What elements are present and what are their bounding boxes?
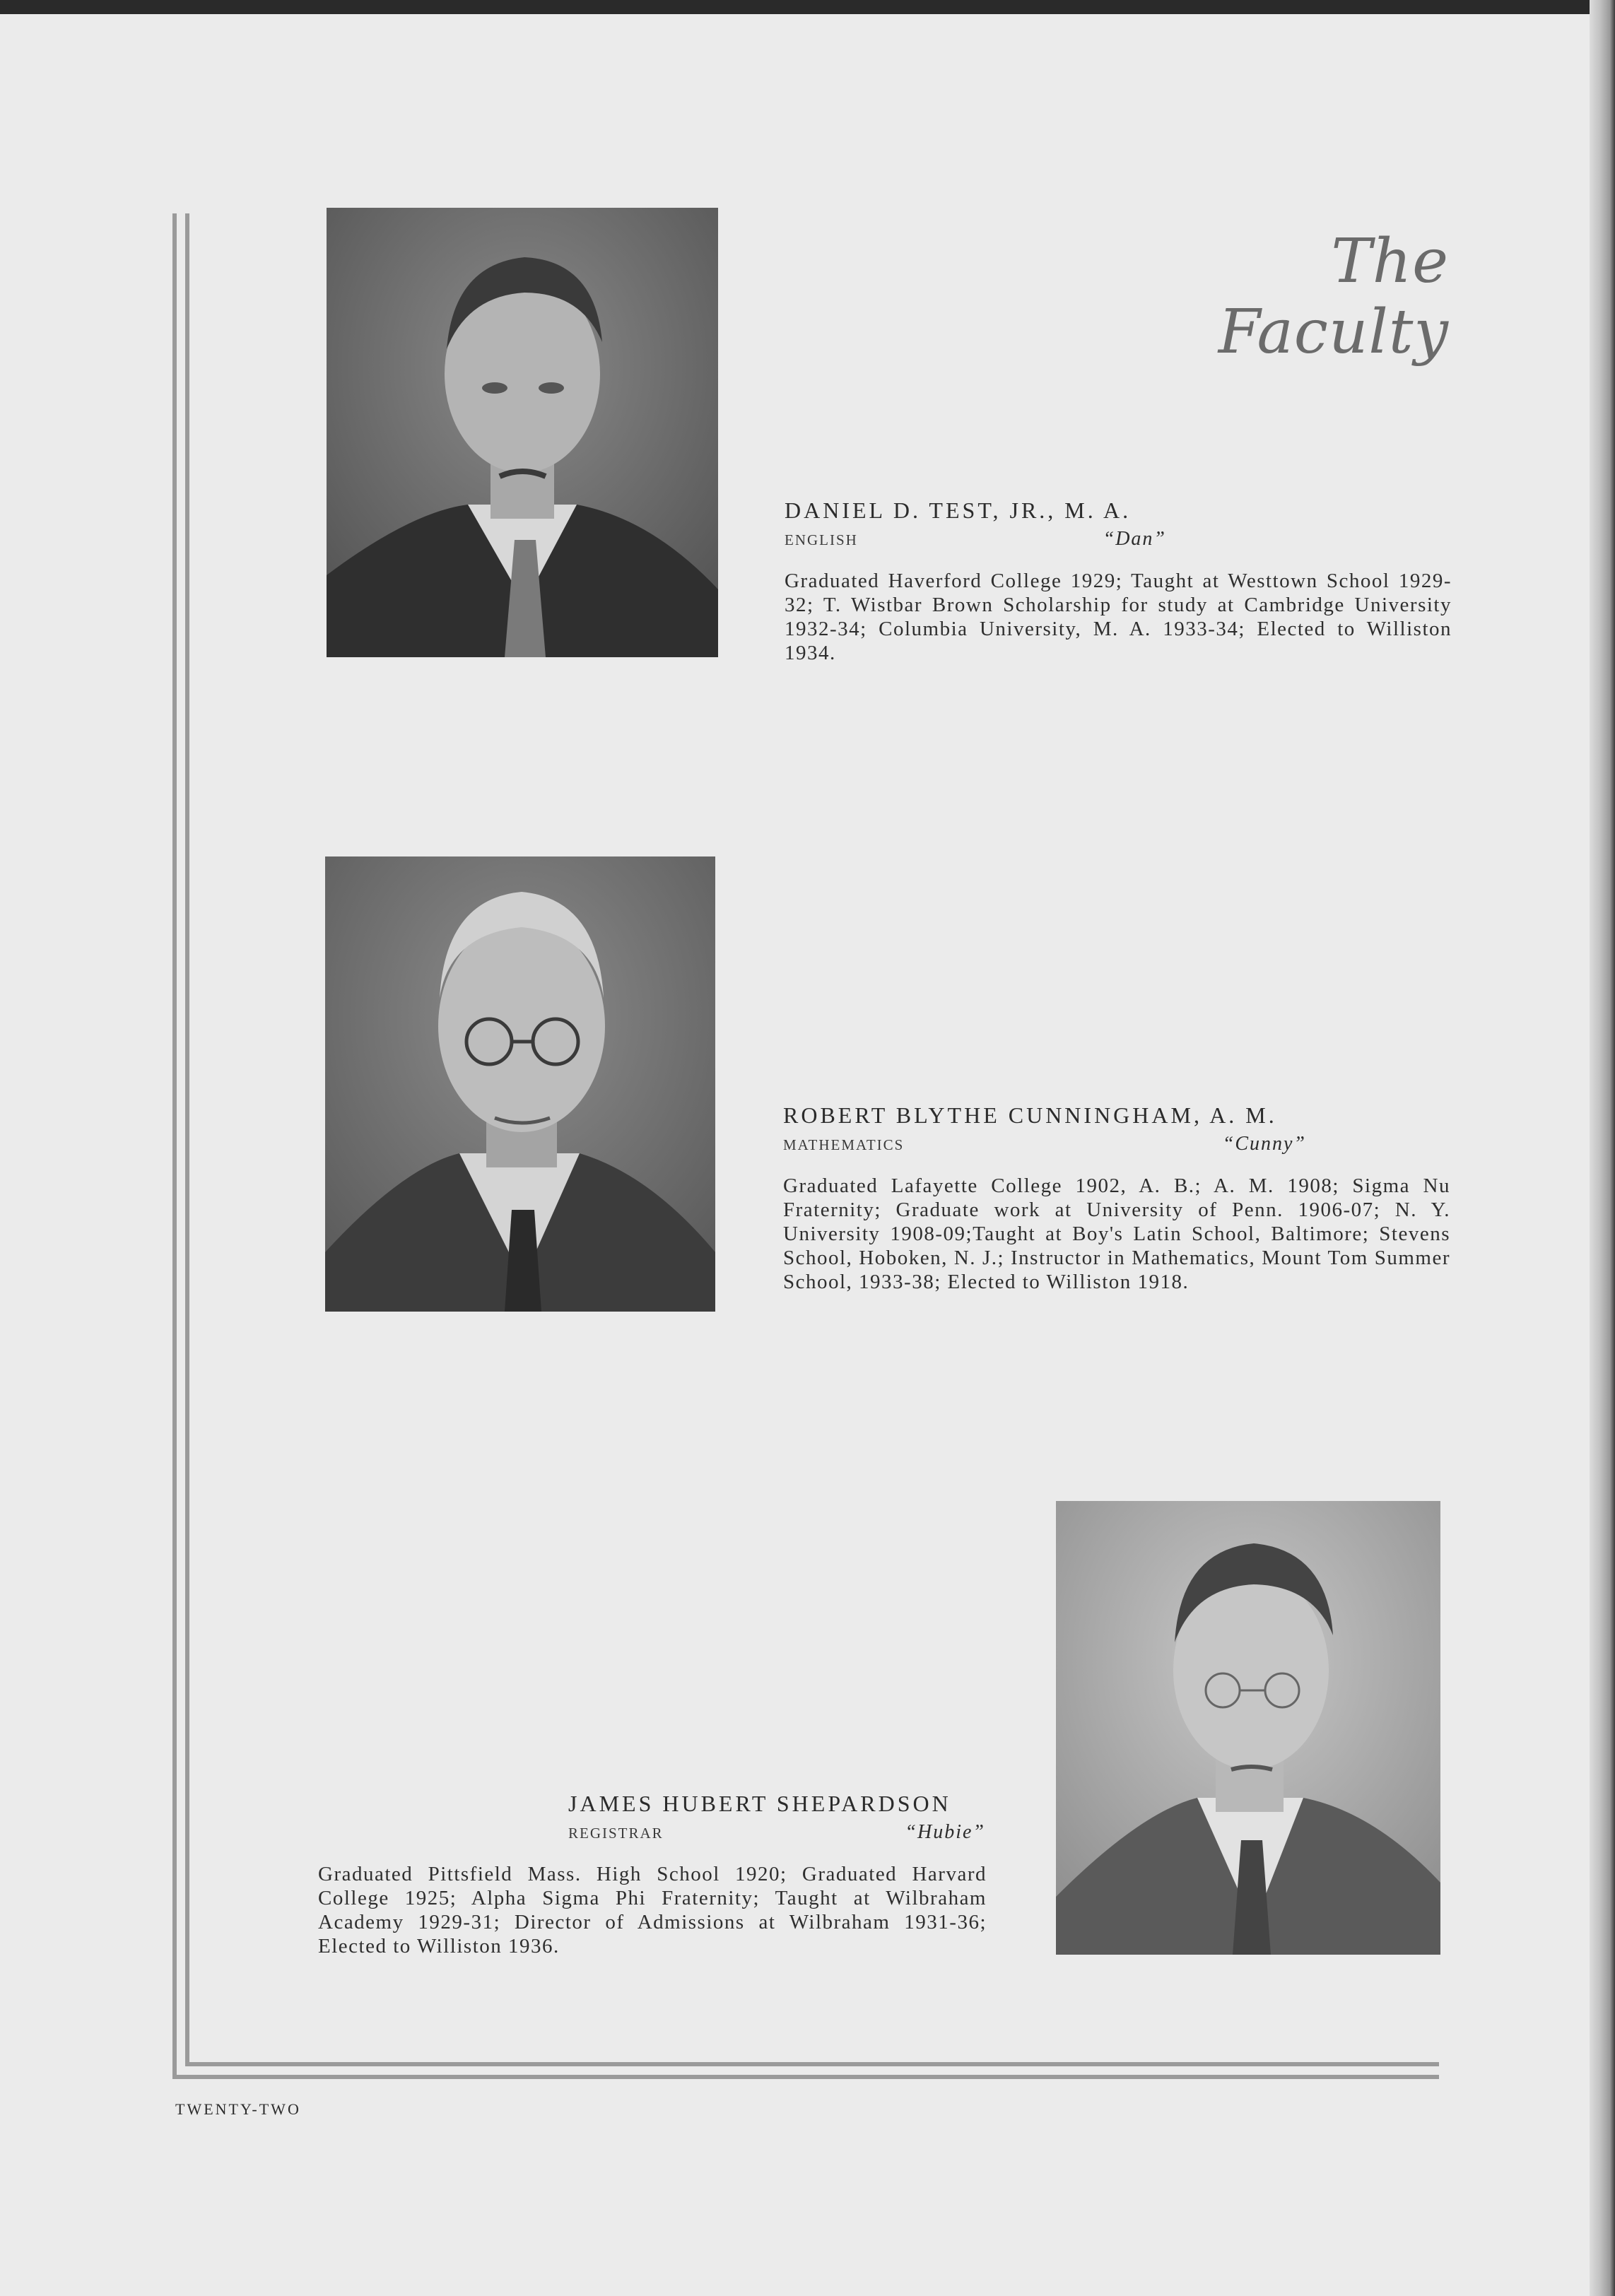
portrait-photo-test — [327, 208, 718, 657]
faculty-department: MATHEMATICS — [783, 1136, 905, 1153]
faculty-name: JAMES HUBERT SHEPARDSON — [568, 1791, 951, 1816]
faculty-nickname: “Cunny” — [1222, 1133, 1306, 1155]
faculty-department: ENGLISH — [785, 531, 858, 548]
portrait-photo-shepardson — [1056, 1501, 1440, 1955]
border-rule-left-inner — [185, 213, 189, 2066]
faculty-bio: Graduated Haverford College 1929; Taught at Westtown School 1929-32; T. Wistbar Brown Scholarship for study at Cambridge University 1932-34; Columbia University, M. A. 1933-34; Elected to Williston 1934. — [785, 570, 1452, 664]
faculty-entry-shepardson — [318, 1791, 987, 1958]
border-rule-bottom-inner — [185, 2062, 1439, 2066]
border-rule-left-outer — [172, 213, 177, 2079]
faculty-nickname: “Hubie” — [905, 1821, 985, 1843]
page-number: TWENTY-TWO — [175, 2100, 301, 2118]
yearbook-page — [0, 14, 1599, 2296]
border-rule-bottom-outer — [172, 2075, 1439, 2079]
faculty-name: DANIEL D. TEST, JR., M. A. — [785, 498, 1132, 523]
faculty-name: ROBERT BLYTHE CUNNINGHAM, A. M. — [783, 1102, 1277, 1128]
book-spine-edge — [1590, 0, 1615, 2296]
faculty-nickname: “Dan” — [1103, 528, 1166, 550]
faculty-entry-cunningham — [783, 1102, 1450, 1294]
page-heading: The Faculty — [1218, 226, 1449, 367]
faculty-bio: Graduated Lafayette College 1902, A. B.; A. M. 1908; Sigma Nu Fraternity; Graduate work at University of Penn. 1906-07; N. Y. University 1908-09;Taught at Boy's Latin School, Baltimore; Stevens School, Hoboken, N. J.; Instructor in Mathematics, Mount Tom Summer School, 1933-38; Elected to Williston 1918. — [783, 1175, 1450, 1293]
faculty-department: REGISTRAR — [568, 1825, 664, 1842]
portrait-photo-cunningham — [325, 856, 715, 1312]
faculty-bio: Graduated Pittsfield Mass. High School 1920; Graduated Harvard College 1925; Alpha Sigma Phi Fraternity; Taught at Wilbraham Academy 1929-31; Director of Admissions at Wilbraham 1931-36; Elected to Williston 1936. — [318, 1863, 987, 1958]
faculty-entry-test — [785, 498, 1452, 665]
